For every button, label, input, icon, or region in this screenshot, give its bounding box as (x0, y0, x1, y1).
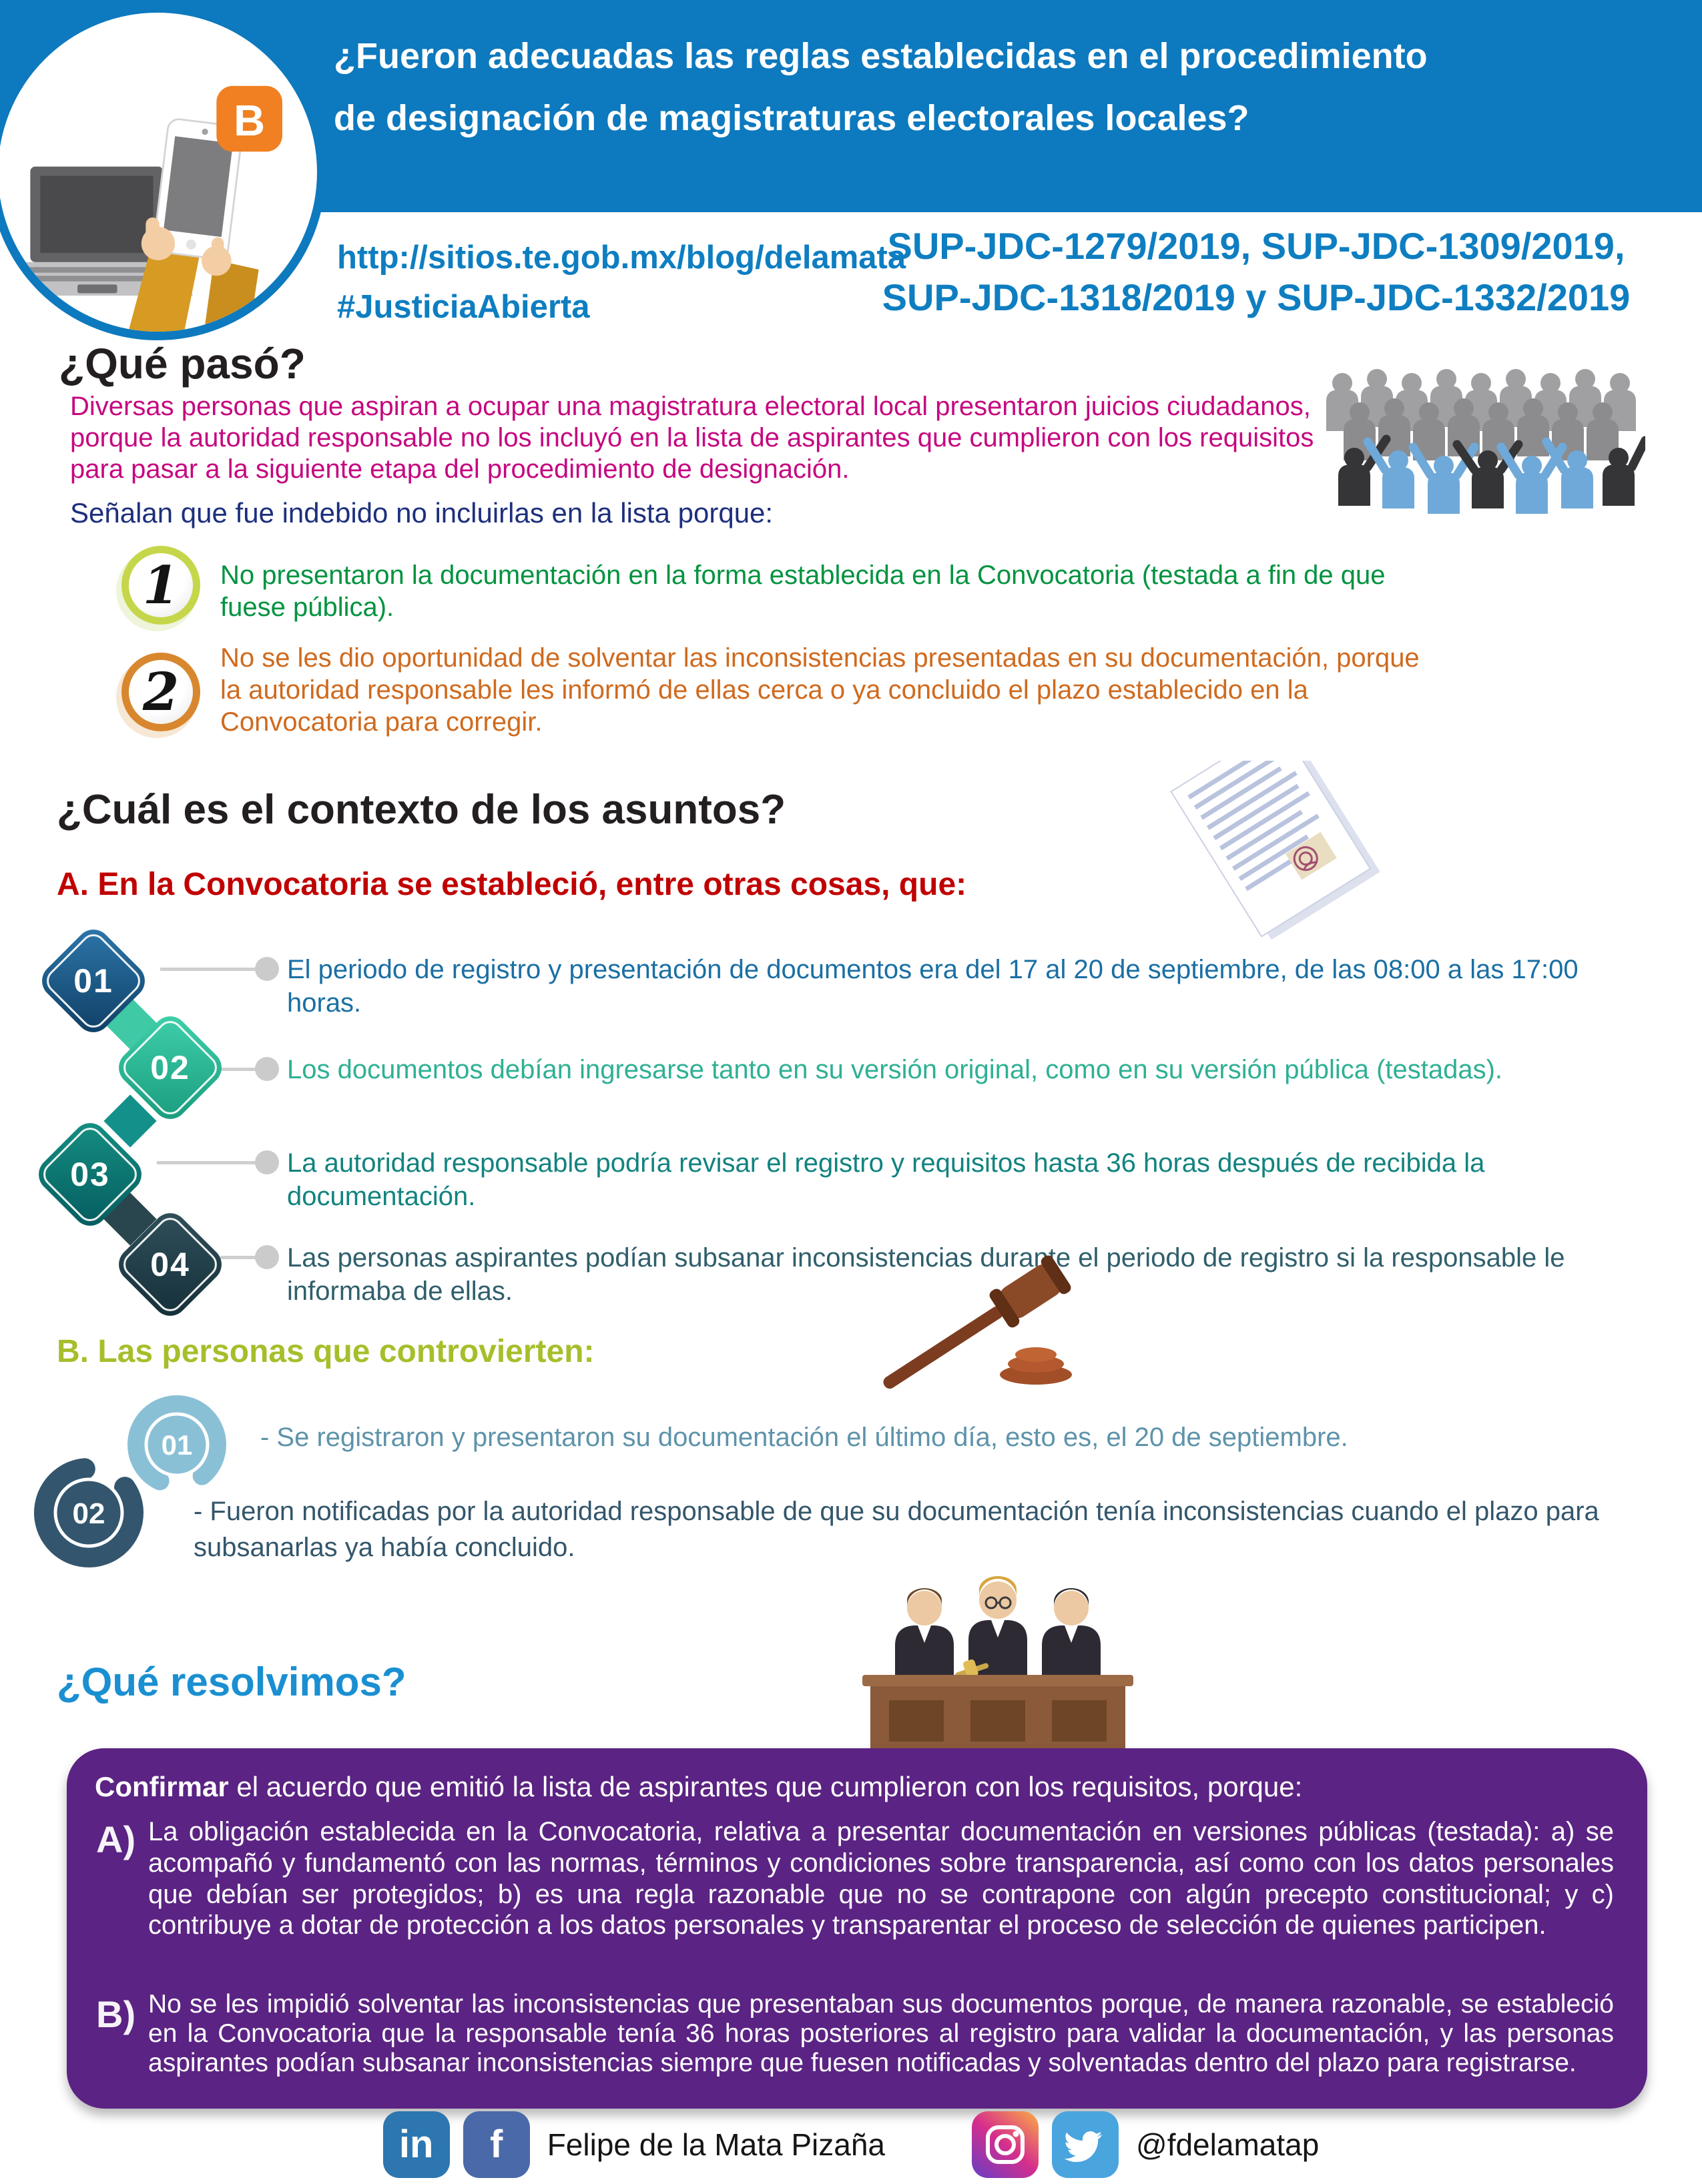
que-paso-heading: ¿Qué pasó? (59, 340, 306, 388)
step-diamond-01 (35, 922, 152, 1039)
hero-illustration (0, 4, 326, 340)
facebook-icon[interactable]: f (463, 2111, 530, 2178)
step-diamond-03 (31, 1116, 148, 1232)
step-04-text: Las personas aspirantes podían subsanar inconsistencias durante el periodo de registro si la responsable le informaba de ellas. (287, 1243, 1565, 1306)
que-paso-paragraph: Diversas personas que aspiran a ocupar una magistratura electoral local presentaron juicios ciudadanos, porque la autoridad responsable no los incluyó en la lista de aspirantes que cumplieron con los requisitos para pasar a la siguiente etapa del procedimiento de designación. (70, 392, 1314, 484)
resolution-intro-bold: Confirmar (95, 1771, 229, 1802)
resolution-label-a: A) (96, 1818, 136, 1860)
step-dot-4 (255, 1245, 279, 1269)
footer-social-bar (0, 2111, 1702, 2178)
blog-links (337, 234, 906, 332)
step-03-text: La autoridad responsable podría revisar el registro y requisitos hasta 36 horas después de recibida la documentación. (287, 1148, 1485, 1211)
step-line-4 (220, 1256, 260, 1259)
step-dot-2 (255, 1057, 279, 1081)
resolution-text-b: No se les impidió solventar las inconsistencias que presentaban sus documentos porque, de manera razonable, se estableció en la Convocatoria que la responsable tenía 36 horas posteriores al registro para validar la documentación, y las personas aspirantes podían subsanar inconsistencias siempre que fuesen notificadas y solventadas dentro del plazo para registrarse. (148, 1990, 1614, 2078)
hashtag[interactable]: #JusticiaAbierta (337, 288, 590, 325)
judges-illustration (848, 1555, 1148, 1758)
section-b-heading: B. Las personas que controvierten: (57, 1334, 595, 1369)
page-title (334, 25, 1662, 149)
que-paso-item-1: No presentaron la documentación en la forma establecida en la Convocatoria (testada a fin de que fuese pública). (220, 561, 1386, 622)
gavel-illustration (861, 1253, 1115, 1393)
step-01-number: 01 (73, 962, 113, 1000)
number-badge-1 (121, 546, 200, 625)
number-badge-2 (121, 653, 200, 731)
resolution-intro-rest: el acuerdo que emitió la lista de aspirantes que cumplieron con los requisitos, porque: (228, 1771, 1303, 1802)
case-numbers-line2: SUP-JDC-1318/2019 y SUP-JDC-1332/2019 (882, 276, 1631, 319)
step-dot-1 (255, 957, 279, 981)
resolvimos-heading: ¿Qué resolvimos? (57, 1660, 406, 1704)
svg-text:B: B (234, 96, 266, 145)
instagram-icon[interactable] (972, 2111, 1039, 2178)
crowd-illustration (1325, 360, 1645, 542)
resolution-panel (67, 1748, 1647, 2109)
linkedin-icon[interactable]: in (383, 2111, 450, 2178)
contexto-heading: ¿Cuál es el contexto de los asuntos? (57, 787, 786, 833)
resolution-label-b: B) (96, 1993, 136, 2035)
document-illustration (1108, 761, 1415, 944)
que-paso-lead-in: Señalan que fue indebido no incluirlas en la lista porque: (70, 497, 774, 528)
step-line-3 (157, 1161, 260, 1164)
b-item-01-number: 01 (161, 1429, 193, 1461)
case-numbers-line1: SUP-JDC-1279/2019, SUP-JDC-1309/2019, (887, 225, 1625, 267)
b-item-02-text: - Fueron notificadas por la autoridad responsable de que su documentación tenía inconsistencias cuando el plazo para subsanarlas ya había concluido. (194, 1497, 1599, 1562)
twitter-icon[interactable] (1052, 2111, 1119, 2178)
laptop-phone-illustration (0, 13, 317, 332)
resolution-intro (95, 1771, 1617, 1803)
case-numbers (842, 220, 1670, 324)
step-diamond-04 (111, 1206, 228, 1323)
step-line-2 (220, 1068, 260, 1071)
blog-url[interactable]: http://sitios.te.gob.mx/blog/delamata (337, 240, 906, 276)
b-item-01-text: - Se registraron y presentaron su documentación el último día, esto es, el 20 de septiembre. (260, 1423, 1348, 1452)
footer-handle[interactable]: @fdelamatap (1136, 2127, 1320, 2162)
crowd-back-row (1326, 369, 1636, 431)
contexto-subheading-a: A. En la Convocatoria se estableció, entre otras cosas, que: (57, 867, 967, 902)
badge-2-number: 2 (142, 661, 180, 723)
step-02-text: Los documentos debían ingresarse tanto en su versión original, como en su versión pública (testadas). (287, 1055, 1503, 1084)
que-paso-item-2: No se les dio oportunidad de solventar las inconsistencias presentadas en su documentación, porque la autoridad responsable les informó de ellas cerca o ya concluido el plazo establecido en la Convocatoria para corregir. (220, 643, 1420, 737)
step-dot-3 (255, 1150, 279, 1174)
resolution-text-a: La obligación establecida en la Convocatoria, relativa a presentar documentación en versiones públicas (testada): a) se acompañó y fundamentó con las normas, términos y condiciones sobre transparencia, así como con los datos personales que debían ser protegidos; b) es una regla razonable que no se contrapone con algún precepto constitucional; y c) contribuye a dotar de protección a los datos personales y transparentar el proceso de selección de quienes participen. (148, 1817, 1614, 1940)
step-03-number: 03 (70, 1156, 110, 1193)
step-line-1 (160, 968, 260, 971)
blogger-icon (216, 86, 282, 152)
page-title-line1: ¿Fueron adecuadas las reglas establecidas en el procedimiento (334, 36, 1428, 76)
b-item-02-number: 02 (72, 1497, 105, 1530)
step-diamond-02 (111, 1009, 228, 1126)
badge-1-number: 1 (142, 555, 180, 616)
page-title-line2: de designación de magistraturas electorales locales? (334, 97, 1249, 138)
step-04-number: 04 (150, 1246, 190, 1283)
step-02-number: 02 (150, 1049, 190, 1086)
b-swirl-02 (25, 1449, 152, 1579)
step-01-text: El periodo de registro y presentación de documentos era del 17 al 20 de septiembre, de las 08:00 a las 17:00 horas. (287, 955, 1579, 1018)
footer-author-name: Felipe de la Mata Pizaña (547, 2127, 885, 2162)
